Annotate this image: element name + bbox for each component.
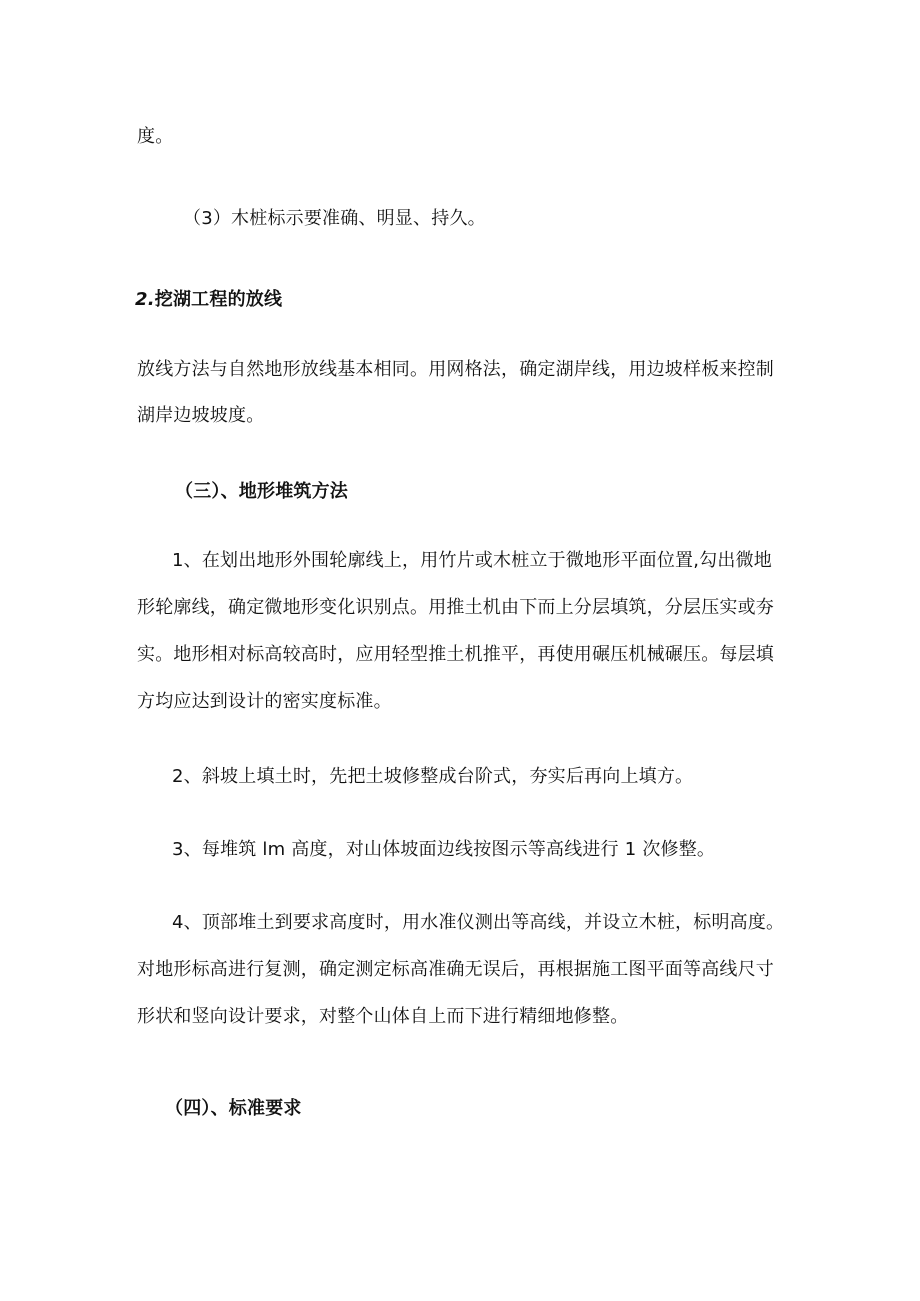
heading-title: 挖湖工程的放线: [154, 289, 283, 310]
paragraph-line: 形状和竖向设计要求，对整个山体自上而下进行精细地修整。: [137, 1006, 629, 1027]
section-heading-4: （四）、标准要求: [165, 1098, 302, 1119]
paragraph-line: 湖岸边坡坡度。: [137, 405, 265, 426]
paragraph-line: 度。: [137, 126, 174, 147]
list-item-3: （3）木桩标示要准确、明显、持久。: [183, 208, 486, 229]
section-heading-3: （三）、地形堆筑方法: [175, 481, 348, 502]
heading-number: 2.: [135, 289, 155, 310]
paragraph-line: 放线方法与自然地形放线基本相同。用网格法，确定湖岸线，用边坡样板来控制: [137, 359, 774, 380]
paragraph-line: 4、顶部堆土到要求高度时，用水准仪测出等高线，并设立木桩，标明高度。: [172, 912, 785, 933]
paragraph-line: 方均应达到设计的密实度标准。: [137, 691, 392, 712]
paragraph-line: 3、每堆筑 lm 高度，对山体坡面边线按图示等高线进行 1 次修整。: [172, 839, 716, 860]
paragraph-line: 形轮廓线，确定微地形变化识别点。用推土机由下而上分层填筑，分层压实或夯: [137, 597, 774, 618]
paragraph-line: 2、斜坡上填土时，先把土坡修整成台阶式，夯实后再向上填方。: [172, 766, 694, 787]
heading-lake-layout: [135, 288, 282, 312]
paragraph-line: 1、在划出地形外围轮廓线上，用竹片或木桩立于微地形平面位置,勾出微地: [172, 550, 772, 571]
paragraph-line: 实。地形相对标高较高时，应用轻型推土机推平，再使用碾压机械碾压。每层填: [137, 644, 774, 665]
paragraph-line: 对地形标高进行复测，确定测定标高准确无误后，再根据施工图平面等高线尺寸: [137, 959, 774, 980]
